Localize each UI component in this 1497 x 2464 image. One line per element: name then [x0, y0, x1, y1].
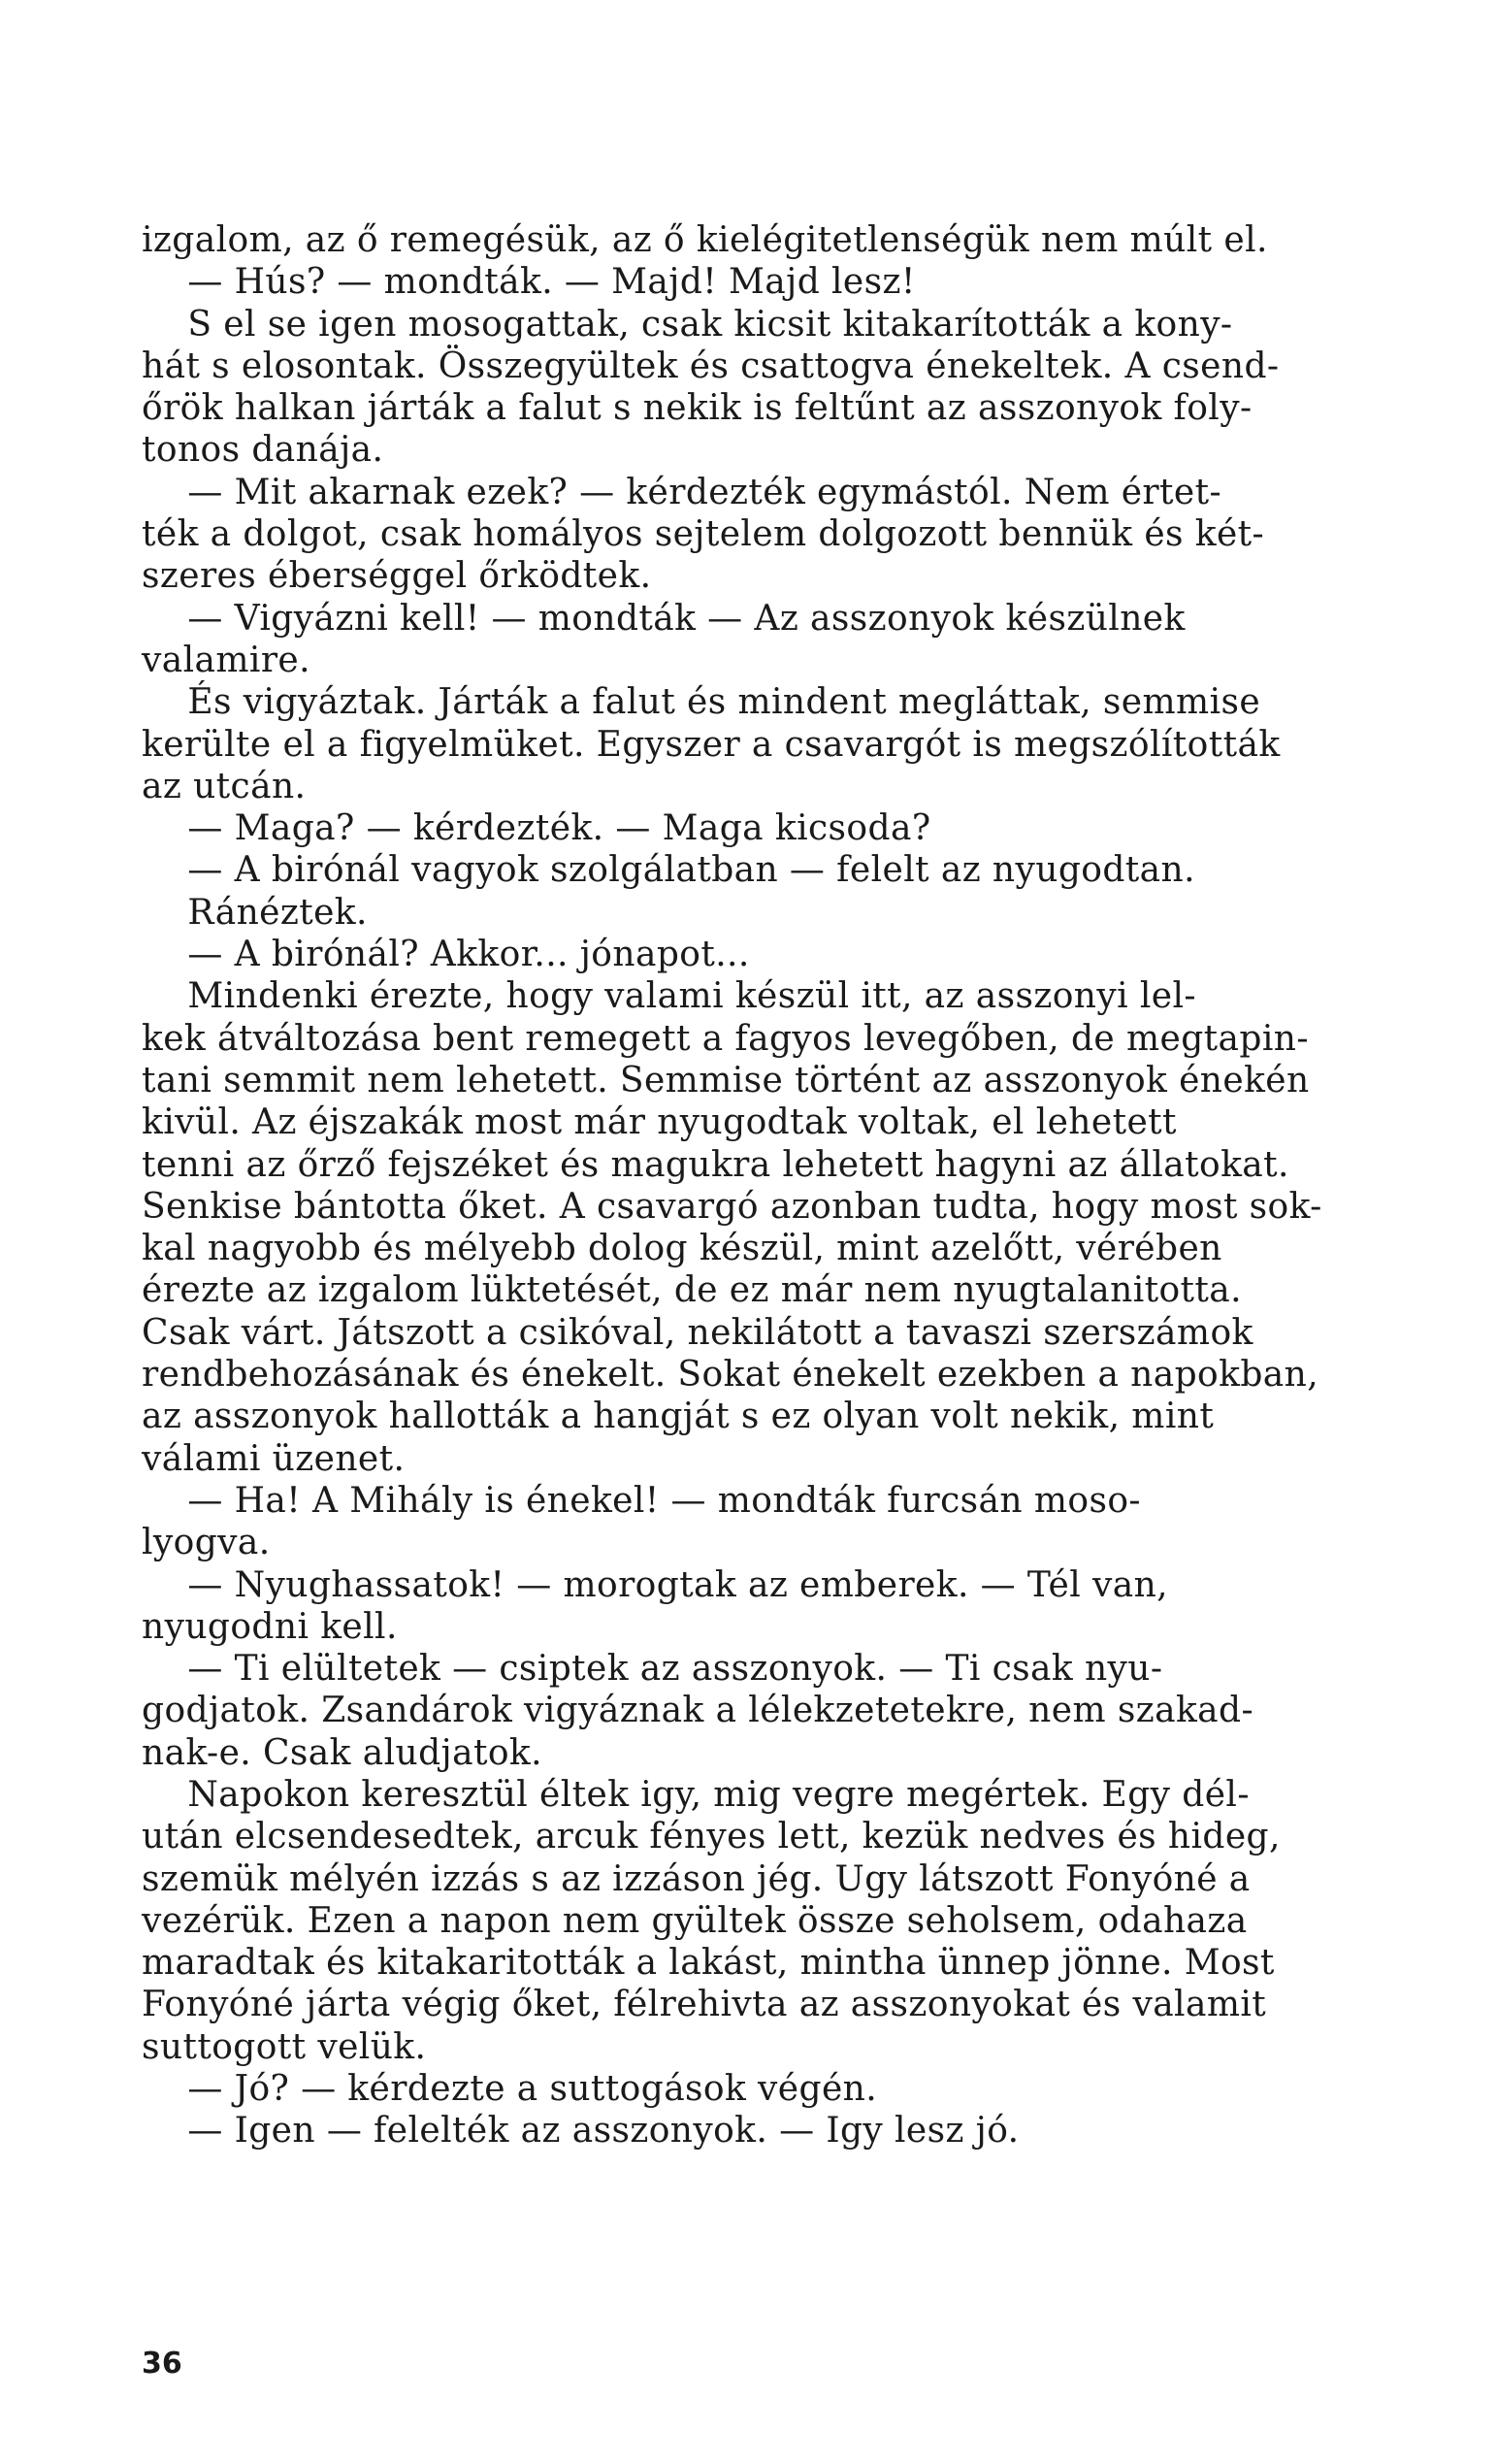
text-line: Ránéztek.	[142, 892, 368, 933]
text-line: őrök halkan járták a falut s nekik is feltűnt az asszonyok foly-	[142, 388, 1253, 429]
text-line: kek átváltozása bent remegett a fagyos levegőben, de megtapin-	[142, 1018, 1309, 1059]
text-line: suttogott velük.	[142, 2026, 427, 2067]
text-line: szeres éberséggel őrködtek.	[142, 556, 652, 597]
text-line: az utcán.	[142, 766, 307, 806]
text-line: — Mit akarnak ezek? — kérdezték egymástól. Nem értet-	[142, 472, 1222, 512]
text-line: kal nagyobb és mélyebb dolog készül, mint azelőtt, vérében	[142, 1229, 1222, 1269]
text-line: tenni az őrző fejszéket és magukra lehetett hagyni az állatokat.	[142, 1144, 1289, 1185]
text-line: — Nyughassatok! — morogtak az emberek. — Tél van,	[142, 1564, 1169, 1605]
text-line: — Ha! A Mihály is énekel! — mondták furcsán moso-	[142, 1480, 1141, 1521]
text-line: Mindenki érezte, hogy valami készül itt, az asszonyi lel-	[142, 976, 1196, 1017]
text-line: hát s elosontak. Összegyültek és csattogva énekeltek. A csend-	[142, 345, 1280, 386]
text-line: — Igen — felelték az asszonyok. — Igy lesz jó.	[142, 2111, 1020, 2152]
text-line: nak-e. Csak aludjatok.	[142, 1732, 542, 1773]
text-line: godjatok. Zsandárok vigyáznak a lélekzetetekre, nem szakad-	[142, 1691, 1254, 1731]
text-line: tani semmit nem lehetett. Semmise történt az asszonyok énekén	[142, 1060, 1310, 1101]
text-line: Senkise bántotta őket. A csavargó azonban tudta, hogy most sok-	[142, 1186, 1322, 1227]
text-line: ték a dolgot, csak homályos sejtelem dolgozott bennük és két-	[142, 514, 1265, 555]
text-line: Csak várt. Játszott a csikóval, nekilátott a tavaszi szerszámok	[142, 1312, 1253, 1353]
text-line: — Maga? — kérdezték. — Maga kicsoda?	[142, 808, 931, 849]
text-line: — A birónál? Akkor... jónapot...	[142, 935, 750, 975]
text-line: nyugodni kell.	[142, 1606, 398, 1647]
text-line: — A birónál vagyok szolgálatban — felelt az nyugodtan.	[142, 850, 1195, 891]
page-number: 36	[142, 2347, 182, 2381]
text-line: S el se igen mosogattak, csak kicsit kitakarították a kony-	[142, 304, 1233, 345]
text-line: után elcsendesedtek, arcuk fényes lett, kezük nedves és hideg,	[142, 1817, 1281, 1857]
text-line: válami üzenet.	[142, 1438, 406, 1479]
text-line: kerülte el a figyelmüket. Egyszer a csavargót is megszólították	[142, 724, 1281, 765]
text-line: — Vigyázni kell! — mondták — Az asszonyok készülnek	[142, 598, 1186, 639]
body-text	[142, 219, 1395, 2152]
text-line: Napokon keresztül éltek igy, mig vegre megértek. Egy dél-	[142, 1774, 1250, 1815]
text-line: tonos danája.	[142, 430, 384, 471]
text-line: — Jó? — kérdezte a suttogások végén.	[142, 2069, 878, 2110]
text-line: lyogva.	[142, 1523, 271, 1563]
text-line: izgalom, az ő remegésük, az ő kielégitetlenségük nem múlt el.	[142, 220, 1268, 260]
text-line: kivül. Az éjszakák most már nyugodtak voltak, el lehetett	[142, 1102, 1177, 1143]
text-line: Fonyóné járta végig őket, félrehivta az asszonyokat és valamit	[142, 1985, 1267, 2025]
text-line: valamire.	[142, 640, 310, 680]
text-line: vezérük. Ezen a napon nem gyültek össze seholsem, odahaza	[142, 1900, 1248, 1941]
text-line: érezte az izgalom lüktetését, de ez már nem nyugtalanitotta.	[142, 1270, 1242, 1311]
text-line: — Ti elültetek — csiptek az asszonyok. — Ti csak nyu-	[142, 1649, 1163, 1690]
text-line: rendbehozásának és énekelt. Sokat énekelt ezekben a napokban,	[142, 1355, 1319, 1396]
text-line: szemük mélyén izzás s az izzáson jég. Ugy látszott Fonyóné a	[142, 1858, 1251, 1899]
text-line: maradtak és kitakaritották a lakást, mintha ünnep jönne. Most	[142, 1943, 1275, 1984]
text-line: az asszonyok hallották a hangját s ez olyan volt nekik, mint	[142, 1396, 1215, 1437]
text-line: És vigyáztak. Járták a falut és mindent megláttak, semmise	[142, 682, 1261, 723]
text-line: — Hús? — mondták. — Majd! Majd lesz!	[142, 262, 916, 303]
